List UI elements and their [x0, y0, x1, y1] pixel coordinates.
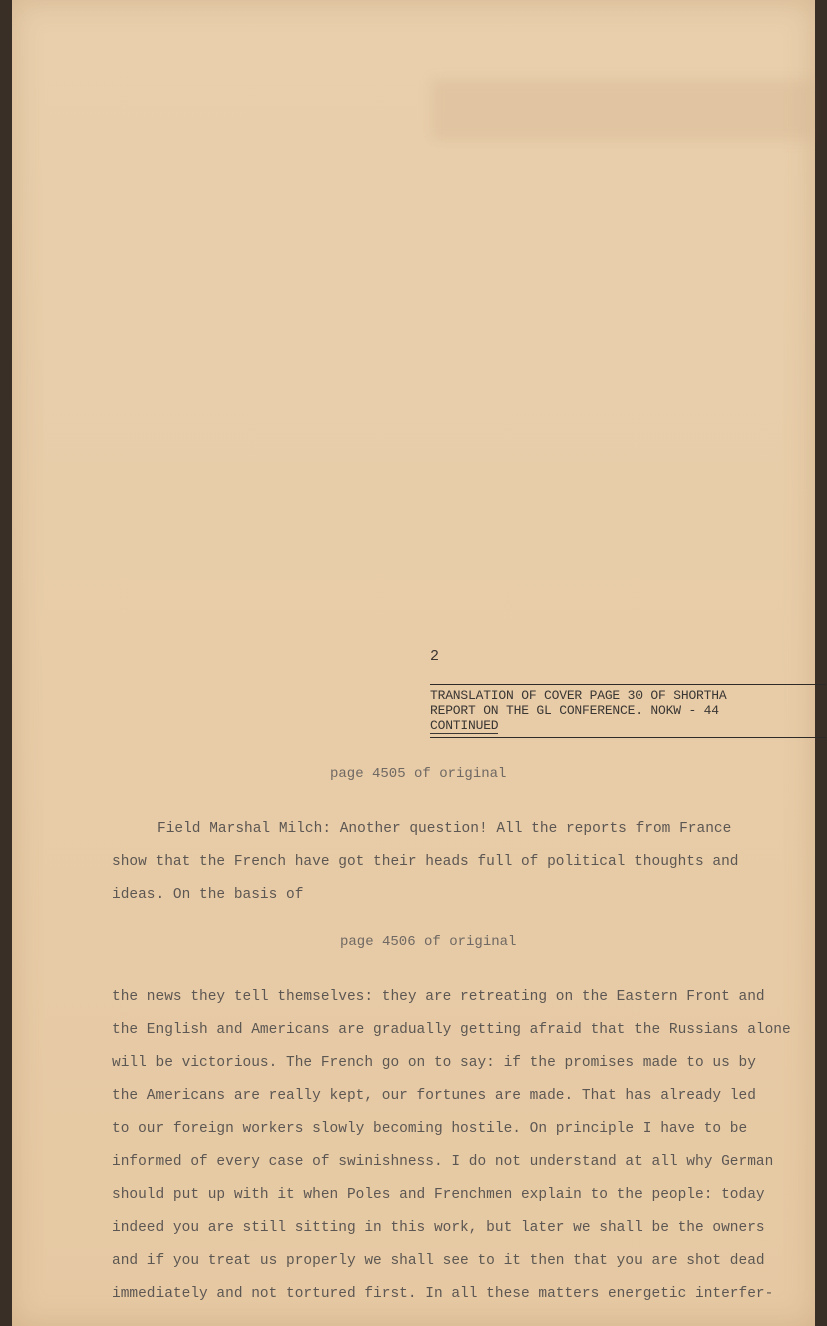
text-line: ideas. On the basis of	[112, 887, 304, 903]
translation-stamp	[430, 684, 826, 738]
text-line: the Americans are really kept, our fortunes are made. That has already led	[112, 1088, 756, 1104]
stamp-line-2: REPORT ON THE GL CONFERENCE. NOKW - 44	[430, 703, 719, 718]
text-line: informed of every case of swinishness. I do not understand at all why German	[112, 1154, 774, 1170]
text-line: immediately and not tortured first. In all these matters energetic interfer-	[112, 1286, 774, 1302]
text-line: will be victorious. The French go on to say: if the promises made to us by	[112, 1055, 756, 1071]
stamp-line-3: CONTINUED	[430, 718, 499, 733]
text-line: and if you treat us properly we shall see to it then that you are shot dead	[112, 1253, 765, 1269]
text-line: Field Marshal Milch: Another question! All the reports from France	[157, 821, 732, 837]
text-line: show that the French have got their heads full of political thoughts and	[112, 854, 739, 870]
text-line: the news they tell themselves: they are retreating on the Eastern Front and	[112, 989, 765, 1005]
paragraph-2	[112, 981, 791, 1311]
document-page	[12, 0, 815, 1326]
text-line: the English and Americans are gradually getting afraid that the Russians alone	[112, 1022, 791, 1038]
ink-bleed-through	[432, 80, 812, 140]
original-page-ref-2: page 4506 of original	[340, 934, 517, 950]
text-line: to our foreign workers slowly becoming hostile. On principle I have to be	[112, 1121, 748, 1137]
page-number: 2	[430, 648, 440, 665]
paragraph-1	[112, 813, 752, 912]
text-line: indeed you are still sitting in this work, but later we shall be the owners	[112, 1220, 765, 1236]
original-page-ref-1: page 4505 of original	[330, 766, 507, 782]
stamp-line-1: TRANSLATION OF COVER PAGE 30 OF SHORTHA	[430, 688, 727, 703]
text-line: should put up with it when Poles and Frenchmen explain to the people: today	[112, 1187, 765, 1203]
